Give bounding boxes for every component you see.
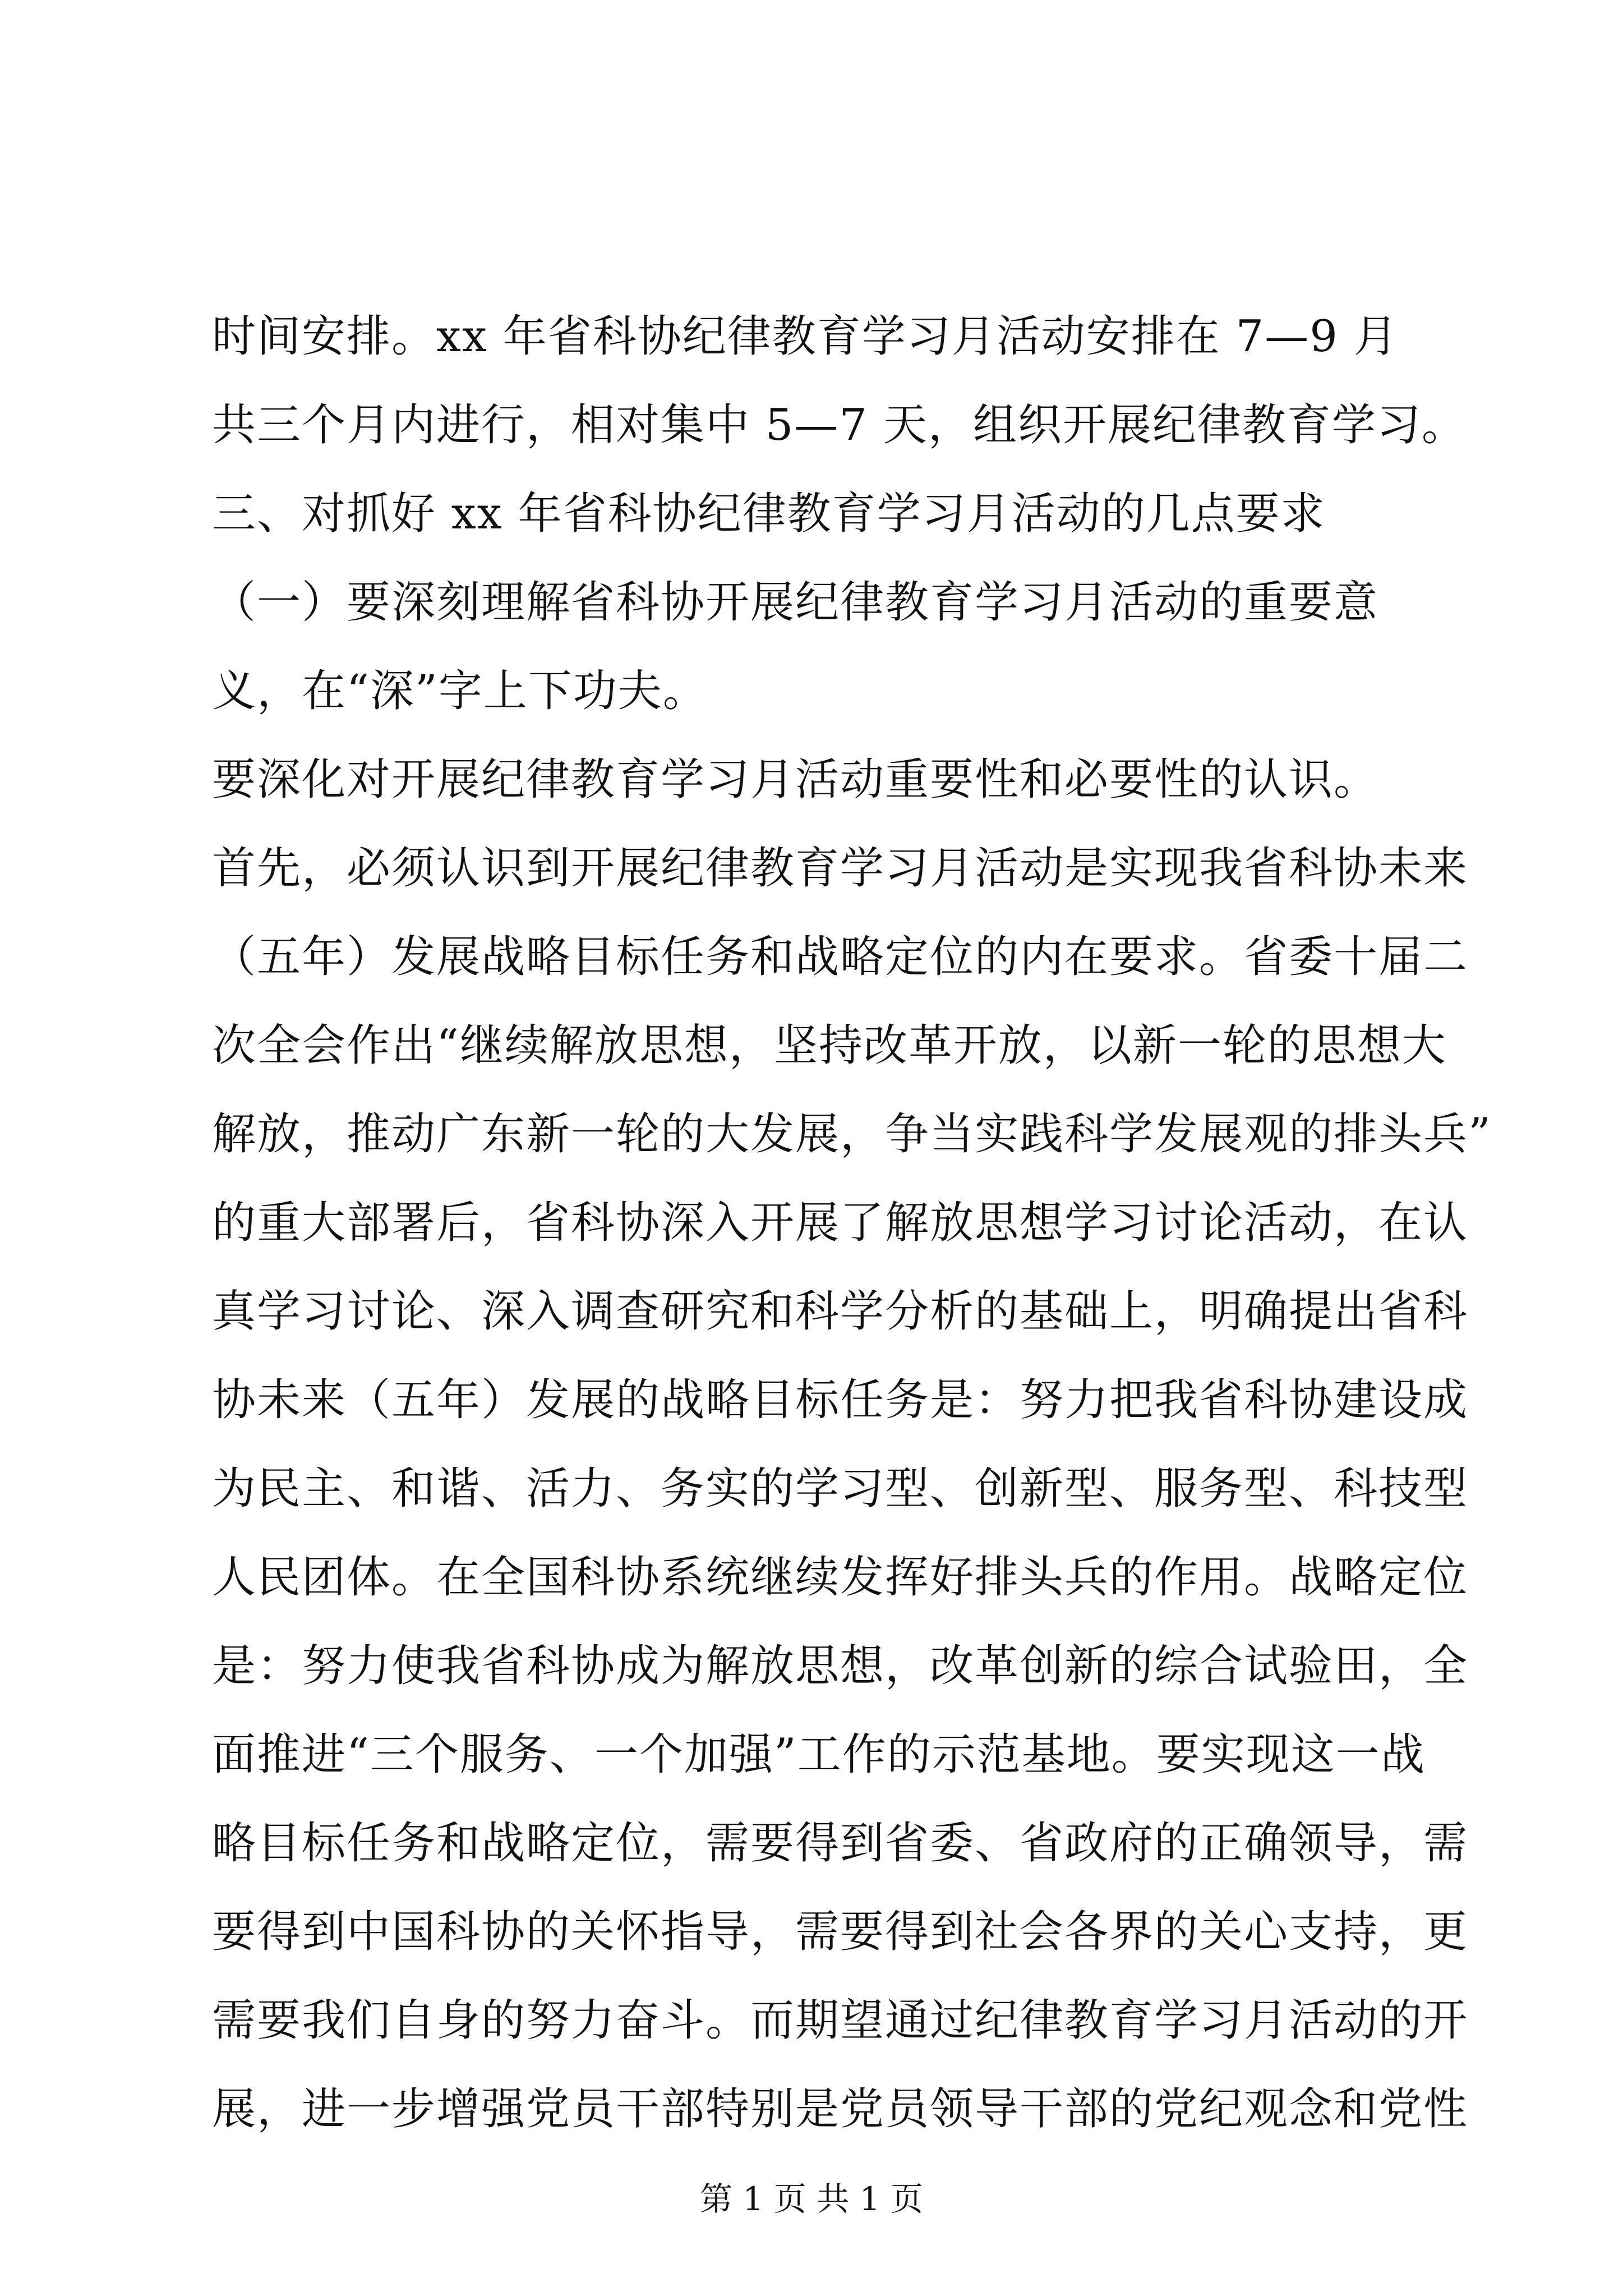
text-line: 人民团体。在全国科协系统继续发挥好排头兵的作用。战略定位 [212,1552,1469,1603]
subsection-heading: （一）要深刻理解省科协开展纪律教育学习月活动的重要意 [212,577,1379,628]
text-line: 展，进一步增强党员干部特别是党员领导干部的党纪观念和党性 [212,2084,1469,2134]
text-line: 真学习讨论、深入调查研究和科学分析的基础上，明确提出省科 [212,1286,1469,1337]
section-heading: 三、对抓好 xx 年省科协纪律教育学习月活动的几点要求 [212,489,1326,539]
text-line: 要深化对开展纪律教育学习月活动重要性和必要性的认识。 [212,754,1379,805]
text-line: 需要我们自身的努力奋斗。而期望通过纪律教育学习月活动的开 [212,1995,1469,2046]
text-line: 解放，推动广东新一轮的大发展，争当实践科学发展观的排头兵” [212,1109,1492,1159]
text-line: 面推进“三个服务、一个加强”工作的示范基地。要实现这一战 [212,1729,1426,1780]
text-line: 共三个月内进行，相对集中 5—7 天，组织开展纪律教育学习。 [212,400,1467,450]
text-line: （五年）发展战略目标任务和战略定位的内在要求。省委十届二 [212,932,1469,982]
text-line: 时间安排。xx 年省科协纪律教育学习月活动安排在 7—9 月 [212,311,1399,362]
text-line: 首先，必须认识到开展纪律教育学习月活动是实现我省科协未来 [212,843,1469,894]
text-line: 次全会作出“继续解放思想，坚持改革开放，以新一轮的思想大 [212,1020,1447,1071]
text-line: 的重大部署后，省科协深入开展了解放思想学习讨论活动，在认 [212,1198,1469,1248]
page-number-footer: 第 1 页 共 1 页 [700,2180,923,2218]
text-line: 要得到中国科协的关怀指导，需要得到社会各界的关心支持，更 [212,1907,1469,1957]
text-line: 是：努力使我省科协成为解放思想，改革创新的综合试验田，全 [212,1641,1469,1691]
text-line: 为民主、和谐、活力、务实的学习型、创新型、服务型、科技型 [212,1464,1469,1514]
subsection-heading: 义，在“深”字上下功夫。 [212,666,708,716]
text-line: 协未来（五年）发展的战略目标任务是：努力把我省科协建设成 [212,1375,1469,1425]
text-line: 略目标任务和战略定位，需要得到省委、省政府的正确领导，需 [212,1818,1469,1869]
